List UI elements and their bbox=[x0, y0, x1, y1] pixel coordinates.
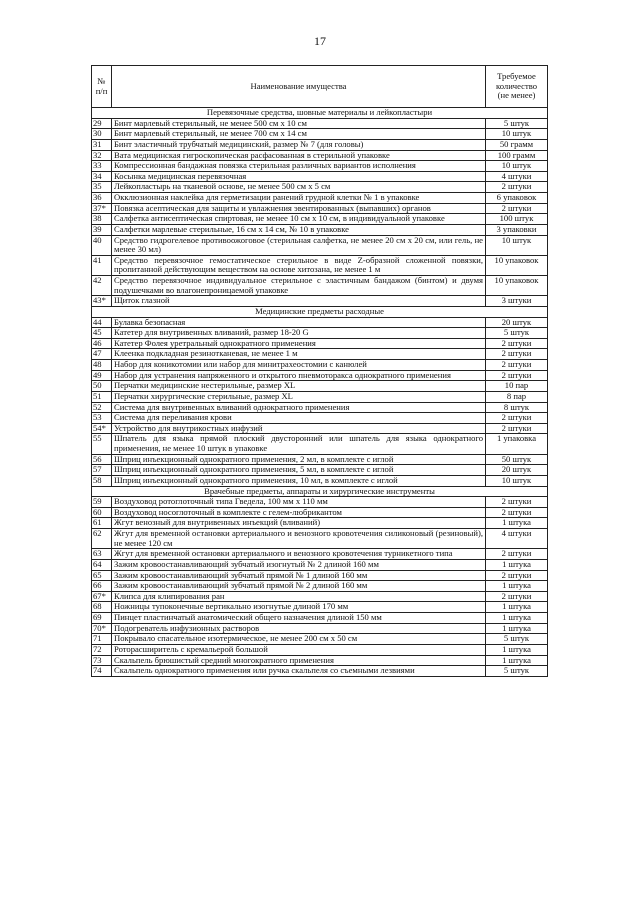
cell-num: 40 bbox=[92, 235, 112, 255]
cell-name: Устройство для внутрикостных инфузий bbox=[112, 423, 486, 434]
cell-name: Набор для коникотомии или набор для минитрахеостомии с канюлей bbox=[112, 360, 486, 371]
cell-name: Система для переливания крови bbox=[112, 413, 486, 424]
header-qty: Требуемое количество (не менее) bbox=[486, 66, 548, 108]
cell-qty: 2 штуки bbox=[486, 338, 548, 349]
cell-num: 37* bbox=[92, 203, 112, 214]
cell-qty: 10 штук bbox=[486, 161, 548, 172]
table-row bbox=[92, 623, 548, 634]
cell-name: Шприц инъекционный однократного применения, 2 мл, в комплекте с иглой bbox=[112, 454, 486, 465]
table-row bbox=[92, 276, 548, 296]
cell-num: 70* bbox=[92, 623, 112, 634]
cell-name: Перчатки хирургические стерильные, размер XL bbox=[112, 391, 486, 402]
cell-qty: 8 штук bbox=[486, 402, 548, 413]
cell-num: 33 bbox=[92, 161, 112, 172]
cell-num: 51 bbox=[92, 391, 112, 402]
cell-name: Средство перевязочное гемостатическое стерильное в виде Z-образной сложенной повязки, пропитанной действующим веществом на основе хитозана, не менее 1 м bbox=[112, 255, 486, 275]
cell-num: 69 bbox=[92, 613, 112, 624]
table-row bbox=[92, 518, 548, 529]
cell-num: 53 bbox=[92, 413, 112, 424]
cell-num: 31 bbox=[92, 139, 112, 150]
cell-num: 52 bbox=[92, 402, 112, 413]
cell-qty: 10 штук bbox=[486, 235, 548, 255]
cell-name: Щиток глазной bbox=[112, 296, 486, 307]
cell-qty: 1 упаковка bbox=[486, 434, 548, 454]
cell-num: 56 bbox=[92, 454, 112, 465]
cell-num: 47 bbox=[92, 349, 112, 360]
table-row bbox=[92, 423, 548, 434]
table-row bbox=[92, 507, 548, 518]
cell-name: Скальпель однократного применения или ручка скальпеля со съемными лезвиями bbox=[112, 666, 486, 677]
cell-name: Шпатель для языка прямой плоский двусторонний или шпатель для языка однократного применения, не менее 10 штук в упаковке bbox=[112, 434, 486, 454]
cell-name: Шприц инъекционный однократного применения, 10 мл, в комплекте с иглой bbox=[112, 475, 486, 486]
equipment-table bbox=[91, 65, 548, 677]
table-row bbox=[92, 118, 548, 129]
cell-num: 65 bbox=[92, 570, 112, 581]
cell-qty: 100 штук bbox=[486, 214, 548, 225]
table-row bbox=[92, 402, 548, 413]
cell-num: 32 bbox=[92, 150, 112, 161]
cell-qty: 3 штуки bbox=[486, 296, 548, 307]
cell-qty: 2 штуки bbox=[486, 413, 548, 424]
table-row bbox=[92, 235, 548, 255]
cell-num: 30 bbox=[92, 129, 112, 140]
cell-qty: 2 штуки bbox=[486, 570, 548, 581]
cell-qty: 8 пар bbox=[486, 391, 548, 402]
table-row bbox=[92, 193, 548, 204]
cell-qty: 1 штука bbox=[486, 559, 548, 570]
table-row bbox=[92, 139, 548, 150]
cell-qty: 2 штуки bbox=[486, 507, 548, 518]
cell-qty: 2 штуки bbox=[486, 360, 548, 371]
table-row bbox=[92, 182, 548, 193]
cell-name: Клипса для клипирования ран bbox=[112, 591, 486, 602]
table-row bbox=[92, 559, 548, 570]
table-row bbox=[92, 570, 548, 581]
cell-num: 66 bbox=[92, 581, 112, 592]
cell-name: Перчатки медицинские нестерильные, размер XL bbox=[112, 381, 486, 392]
table-row bbox=[92, 338, 548, 349]
cell-qty: 100 грамм bbox=[486, 150, 548, 161]
table-row bbox=[92, 370, 548, 381]
cell-name: Бинт марлевый стерильный, не менее 500 см х 10 см bbox=[112, 118, 486, 129]
table-row bbox=[92, 634, 548, 645]
cell-qty: 1 штука bbox=[486, 602, 548, 613]
table-row bbox=[92, 413, 548, 424]
section-title: Медицинские предметы расходные bbox=[92, 306, 548, 317]
table-row bbox=[92, 296, 548, 307]
cell-name: Компрессионная бандажная повязка стерильная различных вариантов исполнения bbox=[112, 161, 486, 172]
table-row bbox=[92, 224, 548, 235]
cell-qty: 4 штуки bbox=[486, 529, 548, 549]
cell-name: Булавка безопасная bbox=[112, 317, 486, 328]
cell-num: 67* bbox=[92, 591, 112, 602]
cell-qty: 4 штуки bbox=[486, 171, 548, 182]
cell-name: Жгут для временной остановки артериального и венозного кровотечения силиконовый (резиновый), не менее 120 см bbox=[112, 529, 486, 549]
cell-name: Жгут венозный для внутривенных инъекций (вливаний) bbox=[112, 518, 486, 529]
cell-name: Лейкопластырь на тканевой основе, не менее 500 см х 5 см bbox=[112, 182, 486, 193]
cell-qty: 10 штук bbox=[486, 129, 548, 140]
cell-num: 72 bbox=[92, 644, 112, 655]
cell-num: 42 bbox=[92, 276, 112, 296]
cell-num: 36 bbox=[92, 193, 112, 204]
table-row bbox=[92, 381, 548, 392]
table-row bbox=[92, 434, 548, 454]
cell-name: Косынка медицинская перевязочная bbox=[112, 171, 486, 182]
cell-qty: 5 штук bbox=[486, 328, 548, 339]
cell-num: 34 bbox=[92, 171, 112, 182]
cell-qty: 1 штука bbox=[486, 613, 548, 624]
cell-name: Средство перевязочное индивидуальное стерильное с эластичным бандажом (бинтом) и двумя подушечками во влагонепроницаемой упаковке bbox=[112, 276, 486, 296]
table-row bbox=[92, 129, 548, 140]
cell-name: Бинт эластичный трубчатый медицинский, размер № 7 (для головы) bbox=[112, 139, 486, 150]
cell-num: 55 bbox=[92, 434, 112, 454]
page-number: 17 bbox=[314, 34, 326, 48]
table-row bbox=[92, 497, 548, 508]
cell-num: 74 bbox=[92, 666, 112, 677]
cell-num: 38 bbox=[92, 214, 112, 225]
section-title: Перевязочные средства, шовные материалы и лейкопластыри bbox=[92, 108, 548, 119]
cell-qty: 20 штук bbox=[486, 317, 548, 328]
cell-num: 35 bbox=[92, 182, 112, 193]
cell-name: Набор для устранения напряженного и открытого пневмоторакса однократного применения bbox=[112, 370, 486, 381]
cell-name: Салфетки марлевые стерильные, 16 см х 14 см, № 10 в упаковке bbox=[112, 224, 486, 235]
cell-qty: 20 штук bbox=[486, 465, 548, 476]
cell-num: 45 bbox=[92, 328, 112, 339]
cell-num: 46 bbox=[92, 338, 112, 349]
cell-qty: 50 грамм bbox=[486, 139, 548, 150]
cell-name: Зажим кровоостанавливающий зубчатый прямой № 2 длиной 160 мм bbox=[112, 581, 486, 592]
table-row bbox=[92, 255, 548, 275]
cell-num: 49 bbox=[92, 370, 112, 381]
cell-qty: 50 штук bbox=[486, 454, 548, 465]
cell-num: 59 bbox=[92, 497, 112, 508]
cell-qty: 2 штуки bbox=[486, 423, 548, 434]
cell-qty: 2 штуки bbox=[486, 497, 548, 508]
table-row bbox=[92, 454, 548, 465]
cell-num: 61 bbox=[92, 518, 112, 529]
table-row bbox=[92, 391, 548, 402]
table-row bbox=[92, 360, 548, 371]
table-row bbox=[92, 475, 548, 486]
cell-num: 50 bbox=[92, 381, 112, 392]
cell-name: Пинцет пластинчатый анатомический общего назначения длиной 150 мм bbox=[112, 613, 486, 624]
cell-num: 63 bbox=[92, 549, 112, 560]
cell-qty: 2 штуки bbox=[486, 349, 548, 360]
cell-name: Бинт марлевый стерильный, не менее 700 см х 14 см bbox=[112, 129, 486, 140]
table-row bbox=[92, 465, 548, 476]
cell-qty: 3 упаковки bbox=[486, 224, 548, 235]
table-header-row bbox=[92, 66, 548, 108]
cell-num: 39 bbox=[92, 224, 112, 235]
cell-qty: 10 штук bbox=[486, 475, 548, 486]
header-name: Наименование имущества bbox=[112, 66, 486, 108]
cell-qty: 5 штук bbox=[486, 634, 548, 645]
cell-qty: 10 упаковок bbox=[486, 255, 548, 275]
cell-num: 54* bbox=[92, 423, 112, 434]
cell-name: Зажим кровоостанавливающий зубчатый изогнутый № 2 длиной 160 мм bbox=[112, 559, 486, 570]
cell-name: Повязка асептическая для защиты и увлажнения эвентированных (выпавших) органов bbox=[112, 203, 486, 214]
cell-name: Воздуховод носоглоточный в комплекте с гелем-любрикантом bbox=[112, 507, 486, 518]
table-row bbox=[92, 150, 548, 161]
cell-num: 68 bbox=[92, 602, 112, 613]
cell-name: Средство гидрогелевое противоожоговое (стерильная салфетка, не менее 20 см х 20 см, или гель, не менее 30 мл) bbox=[112, 235, 486, 255]
cell-num: 58 bbox=[92, 475, 112, 486]
cell-name: Катетер Фолея уретральный однократного применения bbox=[112, 338, 486, 349]
cell-num: 57 bbox=[92, 465, 112, 476]
cell-qty: 2 штуки bbox=[486, 203, 548, 214]
cell-name: Вата медицинская гигроскопическая расфасованная в стерильной упаковке bbox=[112, 150, 486, 161]
cell-qty: 10 пар bbox=[486, 381, 548, 392]
table-row bbox=[92, 602, 548, 613]
table-row bbox=[92, 529, 548, 549]
table-row bbox=[92, 591, 548, 602]
cell-num: 62 bbox=[92, 529, 112, 549]
table-row bbox=[92, 171, 548, 182]
section-row bbox=[92, 486, 548, 497]
cell-name: Салфетка антисептическая спиртовая, не менее 10 см х 10 см, в индивидуальной упаковке bbox=[112, 214, 486, 225]
cell-qty: 5 штук bbox=[486, 118, 548, 129]
cell-name: Катетер для внутривенных вливаний, размер 18-20 G bbox=[112, 328, 486, 339]
cell-qty: 1 штука bbox=[486, 655, 548, 666]
table-row bbox=[92, 349, 548, 360]
cell-name: Воздуховод ротоглоточный типа Гведела, 100 мм х 110 мм bbox=[112, 497, 486, 508]
cell-name: Ножницы тупоконечные вертикально изогнутые длиной 170 мм bbox=[112, 602, 486, 613]
cell-num: 41 bbox=[92, 255, 112, 275]
cell-num: 71 bbox=[92, 634, 112, 645]
cell-num: 60 bbox=[92, 507, 112, 518]
cell-name: Зажим кровоостанавливающий зубчатый прямой № 1 длиной 160 мм bbox=[112, 570, 486, 581]
cell-qty: 5 штук bbox=[486, 666, 548, 677]
table-row bbox=[92, 644, 548, 655]
cell-num: 64 bbox=[92, 559, 112, 570]
cell-qty: 1 штука bbox=[486, 581, 548, 592]
cell-name: Окклюзионная наклейка для герметизации ранений грудной клетки № 1 в упаковке bbox=[112, 193, 486, 204]
cell-num: 44 bbox=[92, 317, 112, 328]
cell-num: 48 bbox=[92, 360, 112, 371]
cell-name: Жгут для временной остановки артериального и венозного кровотечения турникетного типа bbox=[112, 549, 486, 560]
table-row bbox=[92, 317, 548, 328]
section-row bbox=[92, 108, 548, 119]
section-title: Врачебные предметы, аппараты и хирургические инструменты bbox=[92, 486, 548, 497]
table-row bbox=[92, 214, 548, 225]
table-row bbox=[92, 613, 548, 624]
cell-qty: 1 штука bbox=[486, 644, 548, 655]
cell-qty: 1 штука bbox=[486, 518, 548, 529]
cell-qty: 1 штука bbox=[486, 623, 548, 634]
cell-qty: 10 упаковок bbox=[486, 276, 548, 296]
cell-num: 43* bbox=[92, 296, 112, 307]
section-row bbox=[92, 306, 548, 317]
table-row bbox=[92, 549, 548, 560]
cell-qty: 2 штуки bbox=[486, 591, 548, 602]
table-row bbox=[92, 666, 548, 677]
cell-name: Клеенка подкладная резинотканевая, не менее 1 м bbox=[112, 349, 486, 360]
cell-name: Покрывало спасательное изотермическое, не менее 200 см х 50 см bbox=[112, 634, 486, 645]
table-row bbox=[92, 161, 548, 172]
cell-name: Система для внутривенных вливаний однократного применения bbox=[112, 402, 486, 413]
table-row bbox=[92, 655, 548, 666]
cell-name: Шприц инъекционный однократного применения, 5 мл, в комплекте с иглой bbox=[112, 465, 486, 476]
table-row bbox=[92, 328, 548, 339]
cell-num: 73 bbox=[92, 655, 112, 666]
cell-qty: 2 штуки bbox=[486, 370, 548, 381]
cell-qty: 2 штуки bbox=[486, 182, 548, 193]
table-row bbox=[92, 203, 548, 214]
cell-qty: 2 штуки bbox=[486, 549, 548, 560]
cell-name: Подогреватель инфузионных растворов bbox=[112, 623, 486, 634]
header-num: № п/п bbox=[92, 66, 112, 108]
cell-num: 29 bbox=[92, 118, 112, 129]
cell-qty: 6 упаковок bbox=[486, 193, 548, 204]
cell-name: Скальпель брюшистый средний многократного применения bbox=[112, 655, 486, 666]
table-row bbox=[92, 581, 548, 592]
cell-name: Роторасширитель с кремальерой большой bbox=[112, 644, 486, 655]
